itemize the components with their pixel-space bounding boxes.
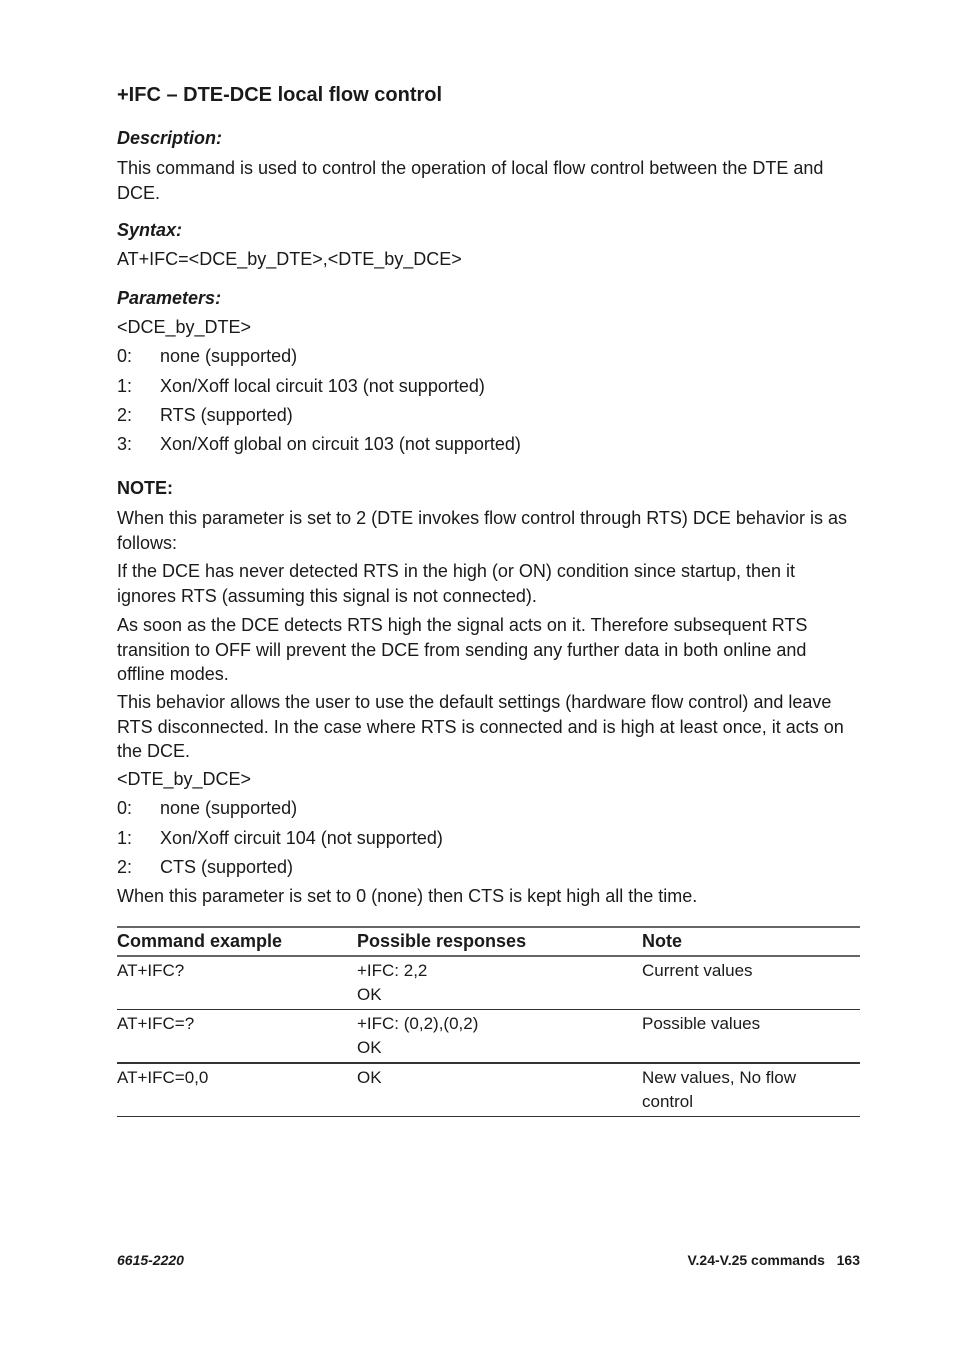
table-cell-response: OK — [357, 1038, 382, 1057]
item-text: none (supported) — [160, 346, 298, 366]
item-number: 0: — [117, 346, 133, 366]
note-heading: NOTE: — [117, 478, 173, 498]
description-text: This command is used to control the operation of local flow control between the DTE and DCE. — [117, 158, 824, 203]
note-paragraph: This behavior allows the user to use the default settings (hardware flow control) and leave RTS disconnected. In the case where RTS is connected and is high at least once, it acts on the DCE. — [117, 692, 844, 761]
footer-doc-number: 6615-2220 — [117, 1252, 184, 1268]
item-number: 0: — [117, 798, 133, 818]
item-text: Xon/Xoff global on circuit 103 (not supported) — [160, 434, 521, 454]
param1-item — [117, 346, 297, 367]
note-paragraph: When this parameter is set to 2 (DTE invokes flow control through RTS) DCE behavior is as follows: — [117, 508, 847, 553]
closing-text: When this parameter is set to 0 (none) then CTS is kept high all the time. — [117, 886, 698, 906]
item-number: 2: — [117, 405, 133, 425]
item-text: Xon/Xoff local circuit 103 (not supported) — [160, 376, 485, 396]
item-text: Xon/Xoff circuit 104 (not supported) — [160, 828, 443, 848]
table-bottom-rule — [117, 1116, 860, 1117]
table-row-rule — [117, 1009, 860, 1010]
item-number: 1: — [117, 376, 133, 396]
item-text: none (supported) — [160, 798, 298, 818]
table-cell-command: AT+IFC? — [117, 961, 185, 980]
table-cell-note: Current values — [642, 961, 753, 980]
table-header-note: Note — [642, 931, 682, 951]
footer-section-page — [687, 1252, 860, 1268]
syntax-heading: Syntax: — [117, 220, 183, 240]
param1-item — [117, 434, 521, 455]
table-top-rule — [117, 926, 860, 928]
page-title: +IFC – DTE-DCE local flow control — [117, 84, 443, 106]
param1-name: <DCE_by_DTE> — [117, 317, 252, 337]
table-header-rule — [117, 955, 860, 957]
item-number: 2: — [117, 857, 133, 877]
param2-name: <DTE_by_DCE> — [117, 769, 252, 789]
table-header-command: Command example — [117, 931, 283, 951]
table-cell-note: New values, No flow — [642, 1068, 797, 1087]
description-heading: Description: — [117, 128, 223, 148]
param2-item — [117, 798, 297, 819]
param1-item — [117, 405, 293, 426]
table-header-responses: Possible responses — [357, 931, 527, 951]
table-cell-command: AT+IFC=0,0 — [117, 1068, 209, 1087]
item-number: 3: — [117, 434, 133, 454]
table-cell-note: control — [642, 1092, 694, 1111]
footer-section: V.24-V.25 commands — [687, 1252, 825, 1268]
parameters-heading: Parameters: — [117, 288, 222, 308]
item-number: 1: — [117, 828, 133, 848]
item-text: CTS (supported) — [160, 857, 294, 877]
note-paragraph: As soon as the DCE detects RTS high the signal acts on it. Therefore subsequent RTS transition to OFF will prevent the DCE from sending any further data in both online and offline modes. — [117, 615, 808, 684]
param2-item — [117, 857, 293, 878]
table-cell-response: OK — [357, 985, 382, 1004]
param2-item — [117, 828, 443, 849]
syntax-text: AT+IFC=<DCE_by_DTE>,<DTE_by_DCE> — [117, 249, 462, 269]
param1-item — [117, 376, 485, 397]
table-cell-response: +IFC: (0,2),(0,2) — [357, 1014, 479, 1033]
item-text: RTS (supported) — [160, 405, 293, 425]
table-row-rule — [117, 1062, 860, 1064]
table-cell-response: +IFC: 2,2 — [357, 961, 428, 980]
footer-page-number: 163 — [836, 1252, 860, 1268]
table-cell-note: Possible values — [642, 1014, 761, 1033]
table-cell-response: OK — [357, 1068, 382, 1087]
note-paragraph: If the DCE has never detected RTS in the high (or ON) condition since startup, then it ignores RTS (assuming this signal is not connected). — [117, 561, 796, 606]
table-cell-command: AT+IFC=? — [117, 1014, 195, 1033]
